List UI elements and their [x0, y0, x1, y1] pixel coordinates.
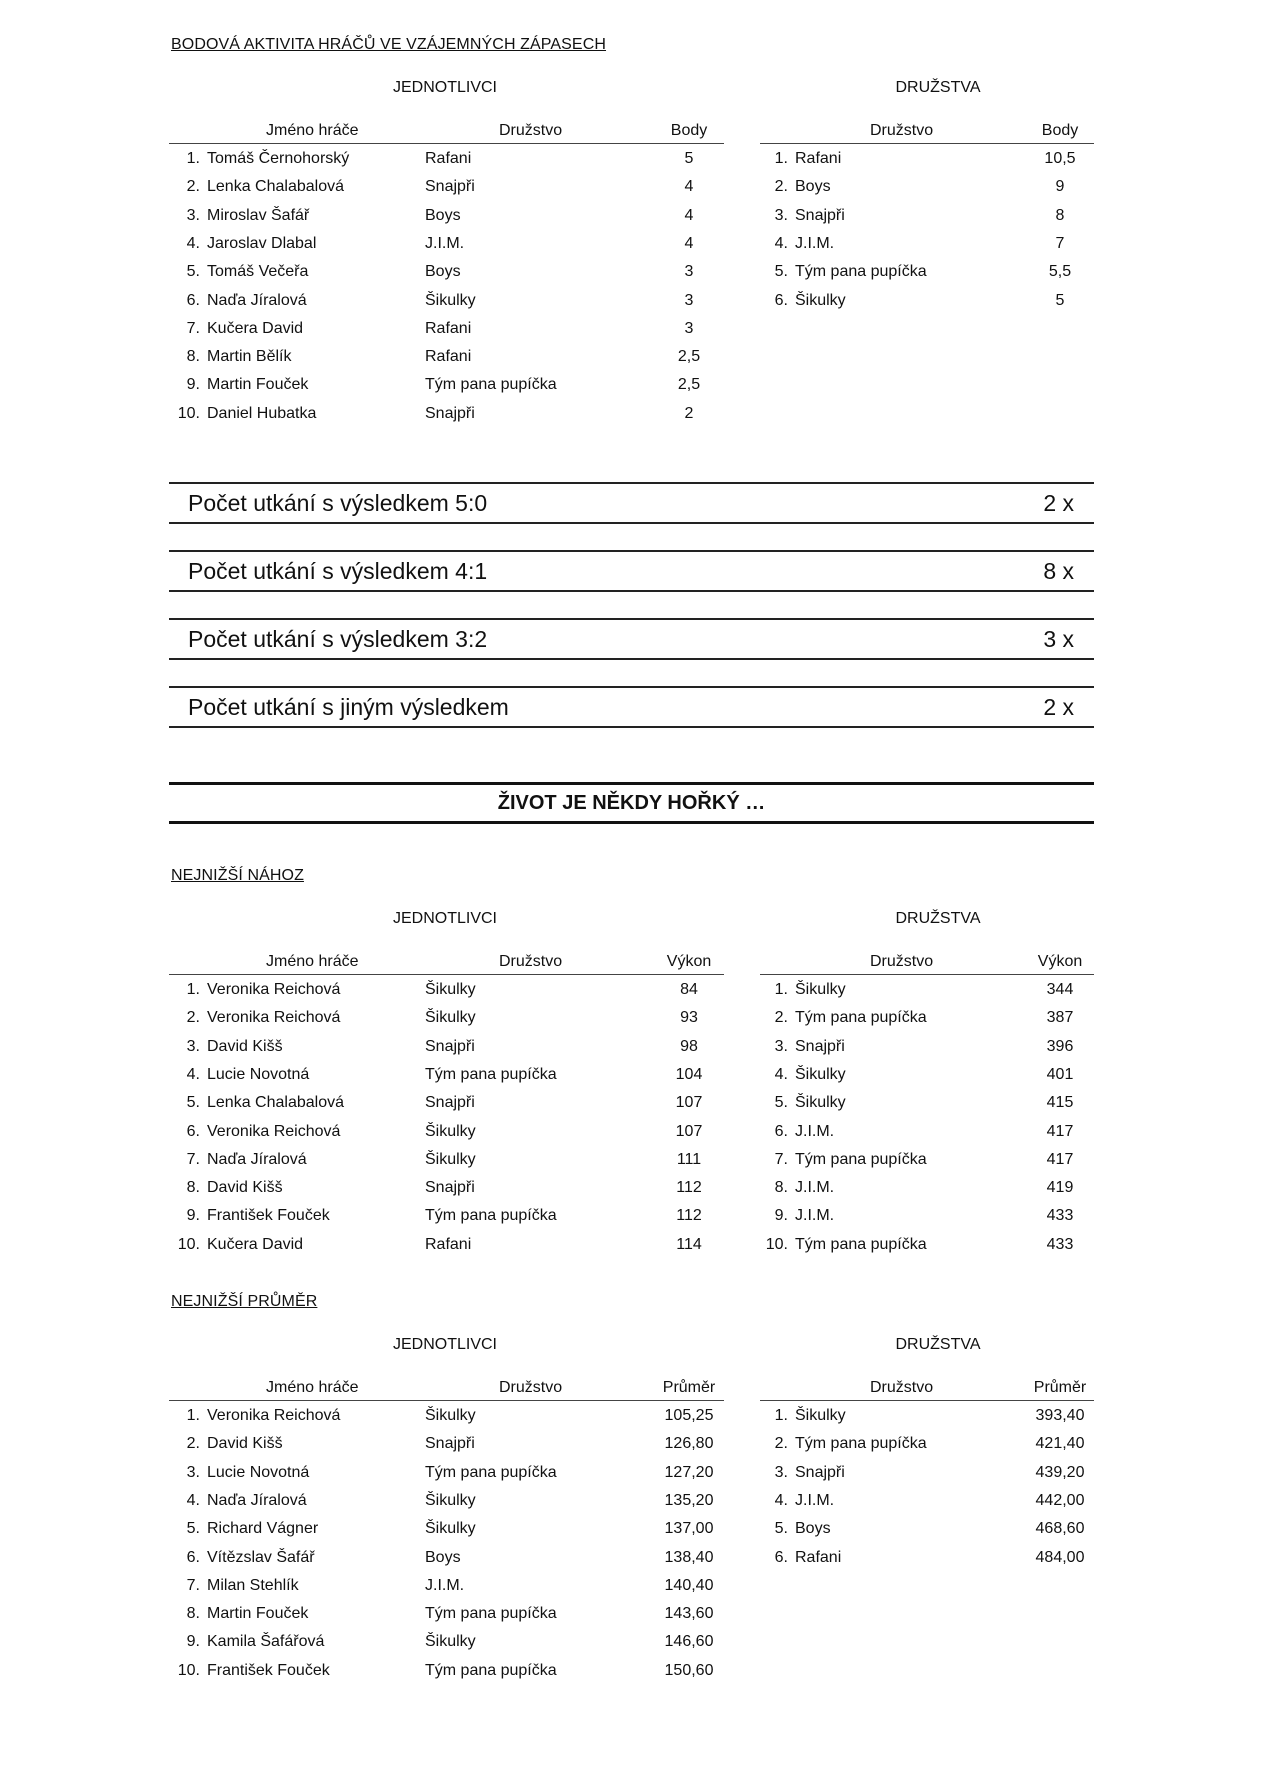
- row-player-name: Lucie Novotná: [207, 1065, 310, 1083]
- table-row: [760, 978, 1094, 1006]
- table-row: [760, 1461, 1094, 1489]
- section-banner: ŽIVOT JE NĚKDY HOŘKÝ …: [169, 782, 1094, 824]
- row-team: Tým pana pupíčka: [795, 1009, 927, 1027]
- teams-heading: DRUŽSTVA: [895, 1336, 981, 1353]
- row-rank: 4.: [186, 234, 200, 252]
- row-team: Šikulky: [425, 1407, 476, 1424]
- lowest-throw-individuals-table: [169, 948, 724, 1260]
- row-team: Šikulky: [425, 1150, 476, 1168]
- row-team: Rafani: [795, 150, 842, 167]
- row-team: J.I.M.: [425, 234, 465, 252]
- table-row: [169, 1517, 724, 1545]
- stat-value: 2 x: [1043, 490, 1074, 516]
- table-row: [169, 175, 724, 203]
- table-row: [169, 1176, 724, 1204]
- row-team: Snajpři: [795, 1037, 845, 1055]
- row-rank: 1.: [186, 1407, 200, 1424]
- table-row: [760, 1148, 1094, 1176]
- row-value: 143,60: [664, 1605, 714, 1623]
- row-value: 393,40: [1035, 1407, 1085, 1424]
- row-player-name: Milan Stehlík: [207, 1576, 299, 1594]
- row-team: Šikulky: [425, 1009, 476, 1027]
- table-row: [169, 402, 724, 430]
- table-row: [169, 1035, 724, 1063]
- row-value: 137,00: [664, 1520, 714, 1538]
- row-value: 5: [1055, 291, 1065, 309]
- stat-value: 8 x: [1043, 558, 1074, 584]
- stat-label: Počet utkání s výsledkem 4:1: [188, 558, 488, 584]
- row-rank: 5.: [186, 263, 200, 281]
- row-team: Snajpři: [425, 1094, 475, 1112]
- table-row: [169, 373, 724, 401]
- row-team: J.I.M.: [795, 234, 835, 252]
- stat-label: Počet utkání s výsledkem 3:2: [188, 626, 488, 652]
- row-team: Boys: [425, 1548, 461, 1566]
- row-rank: 6.: [186, 1122, 200, 1140]
- section-title-activity: BODOVÁ AKTIVITA HRÁČŮ VE VZÁJEMNÝCH ZÁPASECH: [171, 36, 607, 53]
- table-row: [760, 1176, 1094, 1204]
- row-rank: 6.: [774, 1548, 788, 1566]
- row-value: 3: [684, 291, 694, 309]
- row-player-name: Tomáš Večeřa: [207, 263, 309, 281]
- table-row: [169, 1091, 724, 1119]
- row-team: Rafani: [425, 319, 472, 337]
- table-row: [169, 147, 724, 175]
- row-rank: 5.: [186, 1094, 200, 1112]
- table-row: [169, 1546, 724, 1574]
- table-row: [169, 1404, 724, 1432]
- row-player-name: Martin Fouček: [207, 1605, 309, 1623]
- row-value: 104: [675, 1065, 703, 1083]
- col-header-name: Jméno hráče: [266, 953, 359, 970]
- teams-heading: DRUŽSTVA: [895, 910, 981, 927]
- row-team: J.I.M.: [425, 1576, 465, 1594]
- col-header-team: Družstvo: [870, 953, 934, 970]
- row-rank: 5.: [774, 263, 788, 281]
- row-player-name: Richard Vágner: [207, 1520, 319, 1538]
- table-row: [169, 1204, 724, 1232]
- row-rank: 3.: [774, 1037, 788, 1055]
- row-team: Snajpři: [795, 1463, 845, 1481]
- match-stat-bar: [169, 482, 1094, 524]
- table-header: [169, 948, 724, 975]
- row-value: 138,40: [664, 1548, 714, 1566]
- row-player-name: Martin Fouček: [207, 376, 309, 394]
- row-rank: 6.: [774, 291, 788, 309]
- row-rank: 9.: [186, 376, 200, 394]
- row-team: Tým pana pupíčka: [795, 1435, 927, 1453]
- row-team: Boys: [425, 263, 461, 281]
- table-header: [169, 117, 724, 144]
- row-player-name: Lenka Chalabalová: [207, 1094, 344, 1112]
- row-value: 442,00: [1035, 1491, 1085, 1509]
- row-player-name: Tomáš Černohorský: [207, 150, 350, 167]
- row-team: Tým pana pupíčka: [425, 1661, 557, 1679]
- row-team: Šikulky: [425, 291, 476, 309]
- row-value: 140,40: [664, 1576, 714, 1594]
- col-header-name: Jméno hráče: [266, 1379, 359, 1396]
- row-rank: 8.: [186, 1605, 200, 1623]
- row-team: Šikulky: [425, 1520, 476, 1538]
- row-rank: 3.: [186, 1463, 200, 1481]
- col-header-value: Body: [1041, 122, 1079, 139]
- row-team: Snajpři: [425, 1179, 475, 1197]
- table-row: [760, 1091, 1094, 1119]
- row-value: 10,5: [1044, 150, 1076, 167]
- table-row: [760, 1546, 1094, 1574]
- row-rank: 8.: [186, 1179, 200, 1197]
- row-value: 7: [1055, 234, 1065, 252]
- row-value: 387: [1046, 1009, 1074, 1027]
- table-row: [169, 1233, 724, 1261]
- row-rank: 3.: [774, 1463, 788, 1481]
- row-team: Šikulky: [795, 1094, 846, 1112]
- row-team: J.I.M.: [795, 1179, 835, 1197]
- row-team: J.I.M.: [795, 1207, 835, 1225]
- row-rank: 7.: [186, 1150, 200, 1168]
- row-value: 8: [1055, 206, 1065, 224]
- row-rank: 2.: [774, 1435, 788, 1453]
- table-row: [760, 204, 1094, 232]
- row-player-name: Lenka Chalabalová: [207, 178, 344, 196]
- col-header-name: Jméno hráče: [266, 122, 359, 139]
- row-value: 107: [675, 1094, 703, 1112]
- col-header-value: Výkon: [1037, 953, 1083, 970]
- table-row: [760, 1204, 1094, 1232]
- row-player-name: David Kišš: [207, 1179, 283, 1197]
- row-player-name: Veronika Reichová: [207, 1009, 341, 1027]
- match-stat-bar: [169, 686, 1094, 728]
- row-team: Boys: [795, 178, 831, 196]
- row-rank: 2.: [774, 1009, 788, 1027]
- row-player-name: František Fouček: [207, 1207, 330, 1225]
- row-team: J.I.M.: [795, 1122, 835, 1140]
- row-value: 417: [1046, 1150, 1074, 1168]
- individuals-heading: JEDNOTLIVCI: [392, 79, 497, 96]
- row-team: Rafani: [425, 150, 472, 167]
- section-title-lowest-average: NEJNIŽŠÍ PRŮMĚR: [171, 1293, 318, 1310]
- row-player-name: David Kišš: [207, 1435, 283, 1453]
- row-rank: 9.: [186, 1633, 200, 1651]
- table-header: [760, 948, 1094, 975]
- table-row: [169, 1432, 724, 1460]
- table-row: [169, 345, 724, 373]
- row-team: J.I.M.: [795, 1491, 835, 1509]
- row-team: Rafani: [425, 348, 472, 366]
- row-rank: 5.: [774, 1094, 788, 1112]
- individuals-heading: JEDNOTLIVCI: [392, 1336, 497, 1353]
- row-rank: 10.: [177, 1661, 200, 1679]
- row-rank: 5.: [186, 1520, 200, 1538]
- row-rank: 6.: [774, 1122, 788, 1140]
- stat-label: Počet utkání s výsledkem 5:0: [188, 490, 488, 516]
- row-rank: 4.: [774, 1491, 788, 1509]
- row-value: 415: [1046, 1094, 1074, 1112]
- lowest-average-individuals-table: [169, 1374, 724, 1686]
- row-team: Tým pana pupíčka: [425, 376, 557, 394]
- row-player-name: Naďa Jíralová: [207, 1491, 307, 1509]
- row-player-name: Kamila Šafářová: [207, 1633, 325, 1651]
- table-row: [760, 1489, 1094, 1517]
- row-rank: 10.: [177, 1235, 200, 1253]
- row-value: 112: [676, 1207, 702, 1225]
- row-team: Snajpři: [425, 178, 475, 196]
- row-team: Tým pana pupíčka: [795, 263, 927, 281]
- row-value: 84: [680, 981, 698, 998]
- col-header-team: Družstvo: [499, 122, 563, 139]
- row-rank: 1.: [774, 1407, 788, 1424]
- row-value: 344: [1046, 981, 1074, 998]
- row-value: 433: [1046, 1235, 1074, 1253]
- col-header-value: Průměr: [662, 1379, 716, 1396]
- row-team: Snajpři: [795, 206, 845, 224]
- table-row: [760, 1006, 1094, 1034]
- row-player-name: Veronika Reichová: [207, 1407, 341, 1424]
- row-player-name: František Fouček: [207, 1661, 330, 1679]
- row-team: Šikulky: [795, 1065, 846, 1083]
- table-row: [169, 978, 724, 1006]
- row-value: 5: [684, 150, 694, 167]
- row-team: Tým pana pupíčka: [425, 1065, 557, 1083]
- row-value: 111: [676, 1150, 702, 1168]
- row-player-name: Kučera David: [207, 1235, 304, 1253]
- row-player-name: Vítězslav Šafář: [207, 1548, 315, 1566]
- row-rank: 4.: [774, 1065, 788, 1083]
- col-header-team: Družstvo: [870, 122, 934, 139]
- row-value: 421,40: [1035, 1435, 1085, 1453]
- row-value: 433: [1046, 1207, 1074, 1225]
- table-header: [760, 117, 1094, 144]
- row-team: Tým pana pupíčka: [425, 1605, 557, 1623]
- table-row: [760, 1063, 1094, 1091]
- row-rank: 4.: [774, 234, 788, 252]
- table-row: [169, 1489, 724, 1517]
- row-team: Snajpři: [425, 404, 475, 422]
- row-player-name: Lucie Novotná: [207, 1463, 310, 1481]
- row-value: 5,5: [1048, 263, 1072, 281]
- row-team: Boys: [425, 206, 461, 224]
- row-rank: 3.: [186, 1037, 200, 1055]
- row-value: 146,60: [664, 1633, 714, 1651]
- row-team: Šikulky: [795, 981, 846, 998]
- table-row: [169, 204, 724, 232]
- table-row: [169, 1659, 724, 1687]
- table-row: [760, 232, 1094, 260]
- row-team: Šikulky: [795, 291, 846, 309]
- table-row: [169, 260, 724, 288]
- table-row: [169, 1461, 724, 1489]
- row-team: Tým pana pupíčka: [795, 1150, 927, 1168]
- lowest-throw-teams-table: [760, 948, 1094, 1260]
- table-row: [760, 289, 1094, 317]
- row-player-name: Veronika Reichová: [207, 1122, 341, 1140]
- row-rank: 2.: [186, 178, 200, 196]
- row-rank: 1.: [186, 150, 200, 167]
- row-rank: 9.: [774, 1207, 788, 1225]
- row-team: Tým pana pupíčka: [795, 1235, 927, 1253]
- row-rank: 2.: [186, 1435, 200, 1453]
- row-value: 419: [1046, 1179, 1074, 1197]
- table-row: [760, 1233, 1094, 1261]
- table-row: [169, 1120, 724, 1148]
- row-player-name: Naďa Jíralová: [207, 291, 307, 309]
- row-value: 2,5: [677, 376, 701, 394]
- row-player-name: Daniel Hubatka: [207, 404, 317, 422]
- row-value: 4: [684, 234, 694, 252]
- row-value: 3: [684, 319, 694, 337]
- section-title-lowest-throw: NEJNIŽŠÍ NÁHOZ: [171, 867, 304, 884]
- row-rank: 6.: [186, 291, 200, 309]
- table-row: [760, 175, 1094, 203]
- table-row: [760, 147, 1094, 175]
- activity-individuals-table: [169, 117, 724, 429]
- row-team: Šikulky: [425, 1633, 476, 1651]
- row-team: Snajpři: [425, 1435, 475, 1453]
- row-value: 4: [684, 178, 694, 196]
- row-team: Tým pana pupíčka: [425, 1207, 557, 1225]
- row-player-name: Martin Bělík: [207, 348, 292, 366]
- row-value: 2: [684, 404, 694, 422]
- row-rank: 7.: [186, 319, 200, 337]
- row-team: Šikulky: [425, 1491, 476, 1509]
- table-row: [169, 289, 724, 317]
- col-header-team: Družstvo: [499, 1379, 563, 1396]
- match-stat-bar: [169, 618, 1094, 660]
- row-rank: 9.: [186, 1207, 200, 1225]
- row-player-name: Kučera David: [207, 319, 304, 337]
- row-rank: 10.: [177, 404, 200, 422]
- row-team: Rafani: [795, 1548, 842, 1566]
- row-value: 93: [680, 1009, 698, 1027]
- table-row: [169, 1006, 724, 1034]
- row-value: 112: [676, 1179, 702, 1197]
- row-rank: 4.: [186, 1065, 200, 1083]
- match-stat-bar: [169, 550, 1094, 592]
- row-value: 150,60: [664, 1661, 714, 1679]
- row-rank: 3.: [186, 206, 200, 224]
- table-row: [169, 1574, 724, 1602]
- row-player-name: Miroslav Šafář: [207, 206, 310, 224]
- stat-label: Počet utkání s jiným výsledkem: [188, 694, 509, 720]
- row-value: 107: [675, 1122, 703, 1140]
- row-value: 114: [676, 1235, 702, 1253]
- row-value: 401: [1046, 1065, 1074, 1083]
- row-rank: 8.: [186, 348, 200, 366]
- row-player-name: David Kišš: [207, 1037, 283, 1055]
- row-player-name: Naďa Jíralová: [207, 1150, 307, 1168]
- row-value: 135,20: [664, 1491, 714, 1509]
- table-row: [760, 1035, 1094, 1063]
- teams-heading: DRUŽSTVA: [895, 79, 981, 96]
- row-team: Rafani: [425, 1235, 472, 1253]
- row-rank: 8.: [774, 1179, 788, 1197]
- table-row: [169, 1602, 724, 1630]
- table-row: [760, 1404, 1094, 1432]
- row-rank: 6.: [186, 1548, 200, 1566]
- row-value: 98: [680, 1037, 698, 1055]
- row-rank: 3.: [774, 206, 788, 224]
- table-header: [760, 1374, 1094, 1401]
- row-rank: 1.: [186, 981, 200, 998]
- row-value: 4: [684, 206, 694, 224]
- individuals-heading: JEDNOTLIVCI: [392, 910, 497, 927]
- col-header-team: Družstvo: [870, 1379, 934, 1396]
- table-row: [760, 260, 1094, 288]
- row-value: 439,20: [1035, 1463, 1085, 1481]
- row-value: 126,80: [664, 1435, 714, 1453]
- table-row: [169, 232, 724, 260]
- col-header-value: Body: [670, 122, 708, 139]
- table-row: [169, 1063, 724, 1091]
- row-rank: 1.: [774, 981, 788, 998]
- row-team: Šikulky: [425, 1122, 476, 1140]
- row-value: 417: [1046, 1122, 1074, 1140]
- row-team: Šikulky: [795, 1407, 846, 1424]
- lowest-average-teams-table: [760, 1374, 1094, 1574]
- row-value: 3: [684, 263, 694, 281]
- row-team: Boys: [795, 1520, 831, 1538]
- table-row: [169, 1148, 724, 1176]
- row-value: 484,00: [1035, 1548, 1085, 1566]
- table-row: [760, 1432, 1094, 1460]
- row-rank: 7.: [186, 1576, 200, 1594]
- row-team: Snajpři: [425, 1037, 475, 1055]
- row-value: 9: [1055, 178, 1065, 196]
- stat-value: 2 x: [1043, 694, 1074, 720]
- col-header-team: Družstvo: [499, 953, 563, 970]
- row-value: 396: [1046, 1037, 1074, 1055]
- row-value: 127,20: [664, 1463, 714, 1481]
- col-header-value: Výkon: [666, 953, 712, 970]
- table-row: [169, 1630, 724, 1658]
- table-row: [760, 1517, 1094, 1545]
- row-rank: 5.: [774, 1520, 788, 1538]
- row-value: 468,60: [1035, 1520, 1085, 1538]
- table-row: [760, 1120, 1094, 1148]
- row-rank: 2.: [186, 1009, 200, 1027]
- col-header-value: Průměr: [1033, 1379, 1087, 1396]
- row-player-name: Jaroslav Dlabal: [207, 234, 317, 252]
- row-rank: 2.: [774, 178, 788, 196]
- activity-teams-table: [760, 117, 1094, 317]
- row-team: Tým pana pupíčka: [425, 1463, 557, 1481]
- table-header: [169, 1374, 724, 1401]
- row-rank: 4.: [186, 1491, 200, 1509]
- row-rank: 7.: [774, 1150, 788, 1168]
- row-rank: 1.: [774, 150, 788, 167]
- table-row: [169, 317, 724, 345]
- stat-value: 3 x: [1043, 626, 1074, 652]
- row-value: 2,5: [677, 348, 701, 366]
- row-value: 105,25: [664, 1407, 714, 1424]
- row-team: Šikulky: [425, 981, 476, 998]
- row-rank: 10.: [765, 1235, 788, 1253]
- row-player-name: Veronika Reichová: [207, 981, 341, 998]
